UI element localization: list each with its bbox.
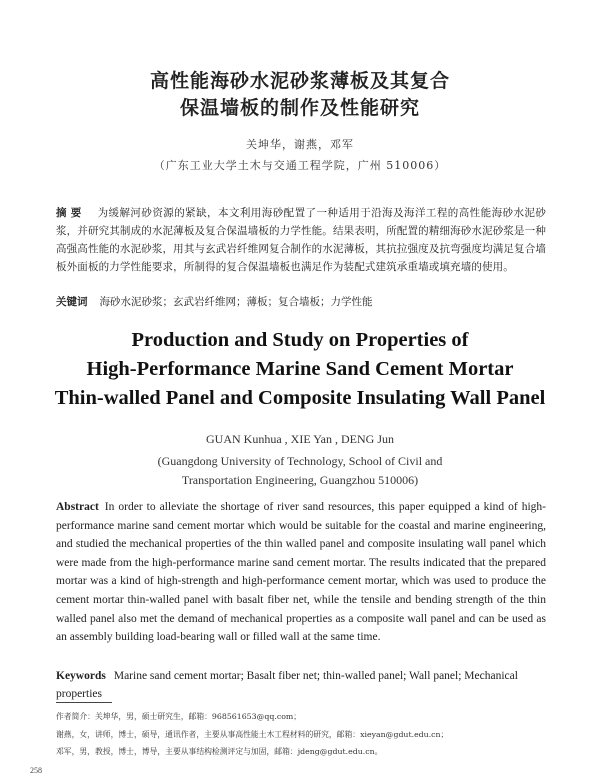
english-affiliation-line-2: Transportation Engineering, Guangzhou 510006) — [181, 473, 419, 487]
english-keywords — [56, 667, 546, 703]
chinese-authors: 关坤华，谢燕，邓军 — [246, 138, 354, 151]
footnote-line-3: 邓军，男，教授，博士，博导，主要从事结构检测评定与加固，邮箱：jdeng@gdut.edu.cn。 — [56, 747, 383, 756]
chinese-title-line-1: 高性能海砂水泥砂浆薄板及其复合 — [149, 70, 450, 92]
chinese-keywords — [56, 294, 546, 309]
chinese-abstract-text: 为缓解河砂资源的紧缺，本文利用海砂配置了一种适用于沿海及海洋工程的高性能海砂水泥砂浆，并研究其制成的水泥薄板及复合保温墙板的力学性能。结果表明，所配置的精细海砂水泥砂浆是一种高强高性能的水泥砂浆，用其与玄武岩纤维网复合制作的水泥薄板，其抗拉强度及抗弯强度均满足复合墙板外面板的力学性能要求，所制得的复合保温墙板也满足作为装配式建筑承重墙或填充墙的使用。 — [56, 207, 546, 273]
english-title-line-1: Production and Study on Properties of — [131, 329, 469, 351]
english-abstract — [56, 498, 546, 647]
english-keywords-text: Marine sand cement mortar; Basalt fiber net; thin-walled panel; Wall panel; Mechanical properties — [56, 670, 518, 700]
english-authors: GUAN Kunhua , XIE Yan , DENG Jun — [206, 432, 394, 446]
chinese-title-line-2: 保温墙板的制作及性能研究 — [179, 97, 420, 119]
chinese-abstract — [56, 204, 546, 276]
english-keywords-label: Keywords — [56, 670, 106, 682]
english-abstract-label: Abstract — [56, 501, 99, 513]
chinese-keywords-label: 关键词 — [56, 296, 88, 308]
chinese-abstract-label: 摘要 — [56, 207, 86, 219]
footnote-divider — [56, 702, 112, 703]
english-abstract-text: In order to alleviate the shortage of river sand resources, this paper equipped a kind of high-performance marine sand cement mortar which would be suitable for the coastal and marine engineering, and studied the mechanical properties of the thin walled panel and composite insulating wall panel which were made from the high-performance marine sand cement mortar. The results indicated that the prepared mortar was a kind of high-strength and high-performance cement mortar, which was used to produce the cement mortar thin-walled panel with basalt fiber net, while the tensile and bending strength of the thin walled panel also met the demand of mechanical properties as a composite wall panel and can be used as an assembly building load-bearing wall or filled wall at the same time. — [56, 501, 546, 644]
english-affiliation-line-1: (Guangdong University of Technology, School of Civil and — [157, 454, 443, 468]
english-title-line-2: High-Performance Marine Sand Cement Mortar — [86, 358, 514, 380]
chinese-affiliation: （广东工业大学土木与交通工程学院，广州 510006） — [153, 159, 447, 172]
footnote-line-2: 谢燕，女，讲师，博士，硕导，通讯作者，主要从事高性能土木工程材料的研究，邮箱：xieyan@gdut.edu.cn； — [56, 730, 449, 739]
english-title-line-3: Thin-walled Panel and Composite Insulating Wall Panel — [54, 387, 546, 409]
chinese-keywords-text: 海砂水泥砂浆；玄武岩纤维网；薄板；复合墙板；力学性能 — [99, 296, 373, 308]
page-number: 258 — [30, 766, 42, 775]
footnote-line-1: 作者简介：关坤华，男，硕士研究生，邮箱：968561653@qq.com； — [56, 712, 302, 721]
